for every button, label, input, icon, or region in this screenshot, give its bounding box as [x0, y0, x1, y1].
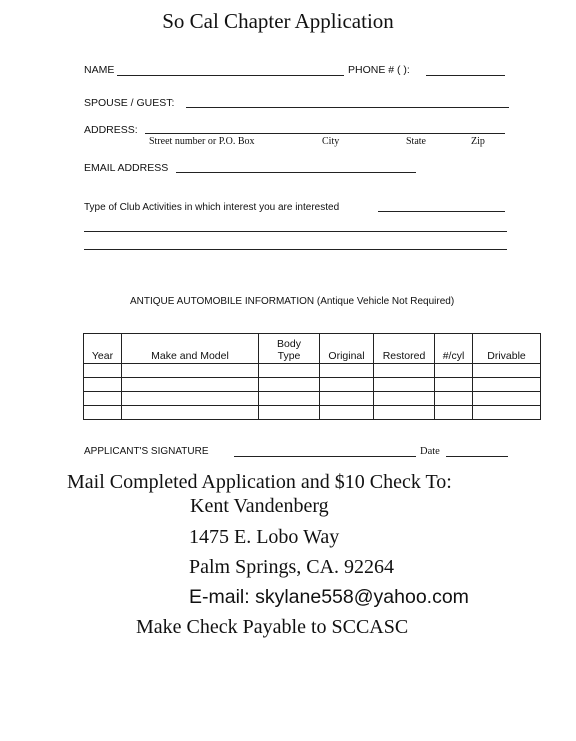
table-cell[interactable] — [122, 378, 259, 392]
name-label: NAME — [84, 64, 115, 76]
table-cell[interactable] — [122, 406, 259, 420]
phone-field[interactable] — [426, 75, 505, 76]
mail-recipient-name: Kent Vandenberg — [190, 495, 329, 517]
table-cell[interactable] — [374, 378, 435, 392]
table-row — [84, 364, 541, 378]
address-field[interactable] — [145, 133, 505, 134]
activities-label: Type of Club Activities in which interest you are interested — [84, 202, 340, 213]
table-cell[interactable] — [435, 392, 473, 406]
table-cell[interactable] — [473, 392, 541, 406]
column-header-cylinders: #/cyl — [435, 334, 473, 364]
mail-instruction: Mail Completed Application and $10 Check To: — [67, 471, 452, 493]
table-row — [84, 392, 541, 406]
date-field[interactable] — [446, 456, 508, 457]
table-cell[interactable] — [84, 392, 122, 406]
address-label: ADDRESS: — [84, 124, 138, 136]
date-label: Date — [420, 446, 440, 457]
table-cell[interactable] — [122, 392, 259, 406]
antique-section-heading: ANTIQUE AUTOMOBILE INFORMATION (Antique Vehicle Not Required) — [130, 296, 455, 307]
table-cell[interactable] — [259, 406, 320, 420]
table-cell[interactable] — [435, 378, 473, 392]
table-cell[interactable] — [259, 364, 320, 378]
table-cell[interactable] — [435, 364, 473, 378]
form-title: So Cal Chapter Application — [162, 9, 394, 33]
table-header-row — [84, 334, 541, 364]
column-header-original: Original — [320, 334, 374, 364]
table-cell[interactable] — [320, 406, 374, 420]
table-cell[interactable] — [473, 378, 541, 392]
table-cell[interactable] — [84, 378, 122, 392]
table-cell[interactable] — [320, 378, 374, 392]
email-field[interactable] — [176, 172, 416, 173]
address-sublabel-zip: Zip — [471, 136, 485, 147]
contact-email: E-mail: skylane558@yahoo.com — [189, 586, 469, 608]
column-header-restored: Restored — [374, 334, 435, 364]
table-cell[interactable] — [473, 364, 541, 378]
table-cell[interactable] — [374, 364, 435, 378]
activities-field-2[interactable] — [84, 231, 507, 232]
table-cell[interactable] — [374, 392, 435, 406]
table-cell[interactable] — [374, 406, 435, 420]
payable-note: Make Check Payable to SCCASC — [136, 616, 409, 638]
antique-automobile-table — [83, 333, 541, 420]
table-cell[interactable] — [435, 406, 473, 420]
email-label: EMAIL ADDRESS — [84, 162, 169, 174]
table-cell[interactable] — [84, 364, 122, 378]
address-sublabel-city: City — [322, 136, 340, 147]
signature-label: APPLICANT'S SIGNATURE — [84, 446, 209, 457]
table-cell[interactable] — [259, 392, 320, 406]
table-row — [84, 378, 541, 392]
activities-field-3[interactable] — [84, 249, 507, 250]
table-cell[interactable] — [320, 392, 374, 406]
signature-field[interactable] — [234, 456, 416, 457]
table-cell[interactable] — [122, 364, 259, 378]
column-header-body-type: Body Type — [259, 334, 320, 364]
address-sublabel-street: Street number or P.O. Box — [149, 136, 255, 147]
address-sublabel-state: State — [406, 136, 426, 147]
name-field[interactable] — [117, 75, 344, 76]
table-row — [84, 406, 541, 420]
column-header-drivable: Drivable — [473, 334, 541, 364]
mail-city: Palm Springs, CA. 92264 — [189, 556, 395, 578]
activities-field-1[interactable] — [378, 211, 505, 212]
column-header-make-model: Make and Model — [122, 334, 259, 364]
table-cell[interactable] — [259, 378, 320, 392]
table-cell[interactable] — [473, 406, 541, 420]
spouse-label: SPOUSE / GUEST: — [84, 97, 175, 109]
mail-street: 1475 E. Lobo Way — [189, 526, 340, 548]
phone-label: PHONE # ( ): — [348, 64, 410, 76]
spouse-field[interactable] — [186, 107, 509, 108]
column-header-year: Year — [84, 334, 122, 364]
table-cell[interactable] — [320, 364, 374, 378]
table-cell[interactable] — [84, 406, 122, 420]
